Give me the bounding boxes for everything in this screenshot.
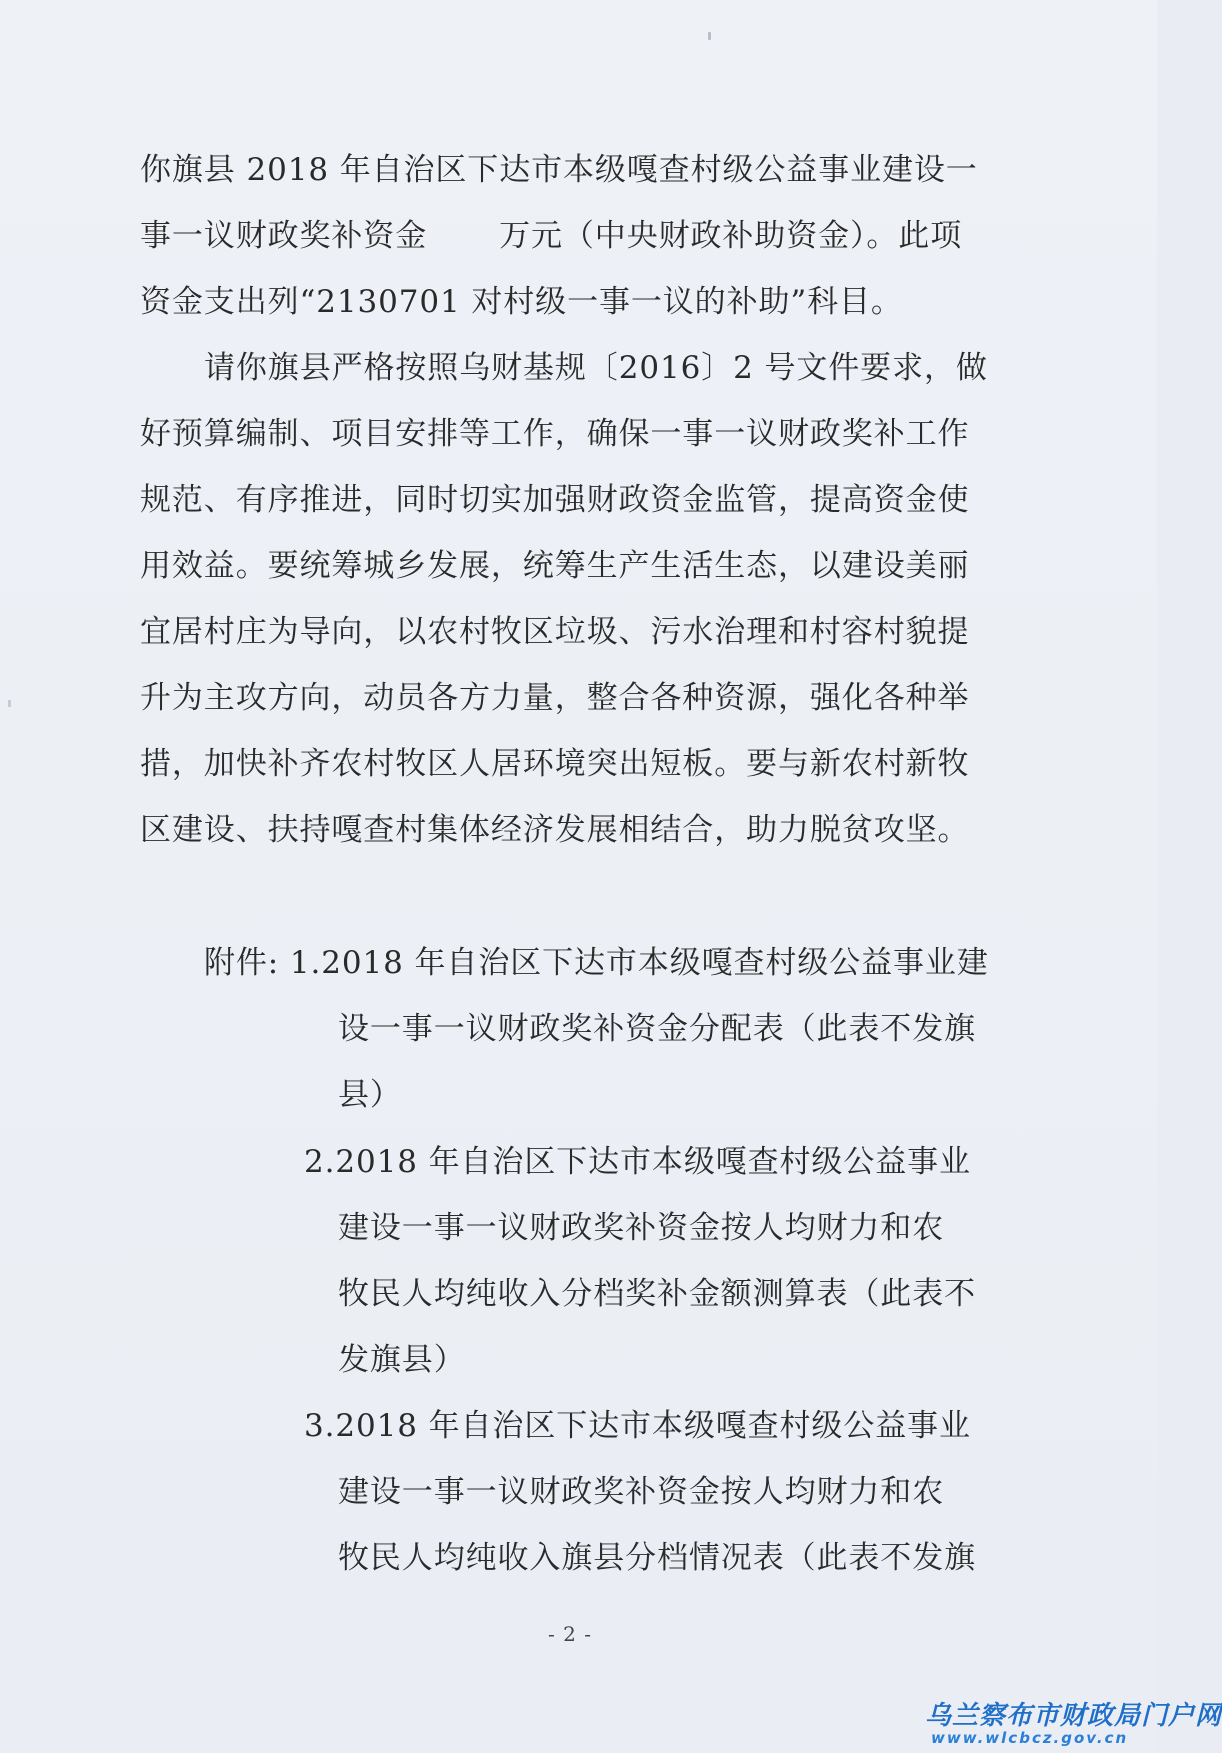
paragraph1-line2-start: 事一议财政奖补资金 (140, 218, 428, 254)
paragraph2-line: 宜居村庄为导向，以农村牧区垃圾、污水治理和村容村貌提 (140, 614, 970, 650)
watermark-title: 乌兰察布市财政局门户网 (925, 1701, 1222, 1731)
paragraph2-line: 规范、有序推进，同时切实加强财政资金监管，提高资金使 (140, 482, 970, 518)
paragraph2-line: 措，加快补齐农村牧区人居环境突出短板。要与新农村新牧 (140, 746, 970, 782)
page-number: - 2 - (548, 1622, 592, 1646)
scan-mark (708, 32, 711, 40)
attachment-2-line: 牧民人均纯收入分档奖补金额测算表（此表不 (338, 1276, 976, 1312)
paragraph2-line: 区建设、扶持嘎查村集体经济发展相结合，助力脱贫攻坚。 (140, 812, 970, 848)
watermark-url: www.wlcbcz.gov.cn (931, 1729, 1129, 1747)
attachment-2-line: 2.2018 年自治区下达市本级嘎查村级公益事业 (304, 1144, 971, 1180)
paragraph2-line: 用效益。要统筹城乡发展，统筹生产生活生态，以建设美丽 (140, 548, 970, 584)
paragraph2-line: 请你旗县严格按照乌财基规〔2016〕2 号文件要求，做 (204, 350, 988, 386)
paragraph1-line1: 你旗县 2018 年自治区下达市本级嘎查村级公益事业建设一 (140, 152, 978, 188)
attachment-1-line: 设一事一议财政奖补资金分配表（此表不发旗 (338, 1011, 976, 1047)
paragraph2-line: 升为主攻方向，动员各方力量，整合各种资源，强化各种举 (140, 680, 970, 716)
attachment-3-line: 建设一事一议财政奖补资金按人均财力和农 (338, 1474, 945, 1510)
scan-speck (8, 700, 11, 707)
attachment-2-line: 建设一事一议财政奖补资金按人均财力和农 (338, 1210, 945, 1246)
paragraph1-line2 (140, 216, 962, 256)
attachment-3-line: 3.2018 年自治区下达市本级嘎查村级公益事业 (304, 1408, 971, 1444)
paragraph1-line3: 资金支出列“2130701 对村级一事一议的补助”科目。 (140, 284, 903, 320)
paragraph1-line2-end: 万元（中央财政补助资金）。此项 (499, 218, 963, 254)
attachment-3-line: 牧民人均纯收入旗县分档情况表（此表不发旗 (338, 1540, 976, 1576)
attachment-2-line: 发旗县） (338, 1342, 466, 1378)
paragraph2-line: 好预算编制、项目安排等工作，确保一事一议财政奖补工作 (140, 416, 970, 452)
site-watermark (925, 1695, 1222, 1751)
attachment-1-line: 县） (338, 1077, 402, 1113)
attachment-1-line: 附件: 1.2018 年自治区下达市本级嘎查村级公益事业建 (204, 945, 989, 981)
